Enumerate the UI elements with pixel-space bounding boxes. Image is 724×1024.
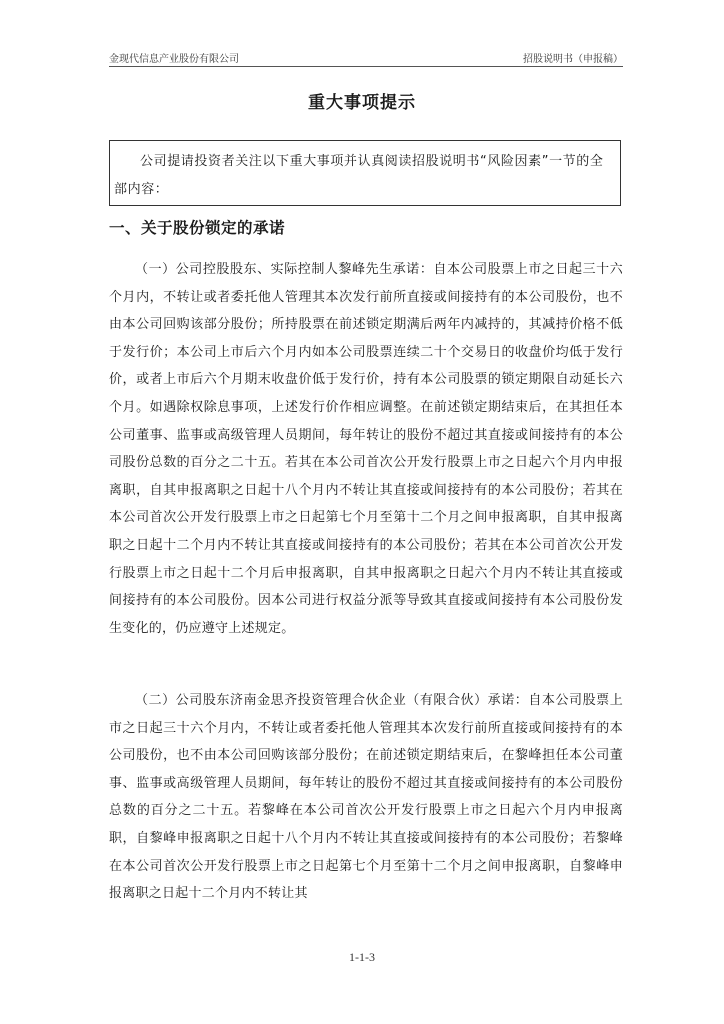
paragraph-1: （一）公司控股股东、实际控制人黎峰先生承诺：自本公司股票上市之日起三十六个月内，不转让或者委托他人管理其本次发行前所直接或间接持有的本公司股份，也不由本公司回购该部分股份；所持股票在前述锁定期满后两年内减持的，其减持价格不低于发行价；本公司上市后六个月内如本公司股票连续二十个交易日的收盘价均低于发行价，或者上市后六个月期末收盘价低于发行价，持有本公司股票的锁定期限自动延长六个月。如遇除权除息事项，上述发行价作相应调整。在前述锁定期结束后，在其担任本公司董事、监事或高级管理人员期间，每年转让的股份不超过其直接或间接持有的本公司股份总数的百分之二十五。若其在本公司首次公开发行股票上市之日起六个月内申报离职，自其申报离职之日起十八个月内不转让其直接或间接持有的本公司股份；若其在本公司首次公开发行股票上市之日起第七个月至第十二个月之间申报离职，自其申报离职之日起十二个月内不转让其直接或间接持有的本公司股份；若其在本公司首次公开发行股票上市之日起十二个月后申报离职，自其申报离职之日起六个月内不转让其直接或间接持有的本公司股份。因本公司进行权益分派等导致其直接或间接持有本公司股份发生变化的，仍应遵守上述规定。 xyxy=(109,262,623,636)
paragraph-2: （二）公司股东济南金思齐投资管理合伙企业（有限合伙）承诺：自本公司股票上市之日起三十六个月内，不转让或者委托他人管理其本次发行前所直接或间接持有的本公司股份，也不由本公司回购该部分股份；在前述锁定期结束后，在黎峰担任本公司董事、监事或高级管理人员期间，每年转让的股份不超过其直接或间接持有的本公司股份总数的百分之二十五。若黎峰在本公司首次公开发行股票上市之日起六个月内申报离职，自黎峰申报离职之日起十八个月内不转让其直接或间接持有的本公司股份；若黎峰在本公司首次公开发行股票上市之日起第七个月至第十二个月之间申报离职，自黎峰申报离职之日起十二个月内不转让其 xyxy=(109,693,623,902)
header-company: 金现代信息产业股份有限公司 xyxy=(109,54,239,65)
header-doc-type: 招股说明书（申报稿） xyxy=(523,54,623,65)
notice-text: 公司提请投资者关注以下重大事项并认真阅读招股说明书“风险因素”一节的全部内容： xyxy=(114,154,604,197)
page-header xyxy=(109,50,623,66)
page-title: 重大事项提示 xyxy=(308,93,416,113)
section-heading: 一、关于股份锁定的承诺 xyxy=(109,219,286,237)
header-divider xyxy=(109,66,623,67)
page-number: 1-1-3 xyxy=(349,950,375,964)
notice-box xyxy=(109,140,621,206)
